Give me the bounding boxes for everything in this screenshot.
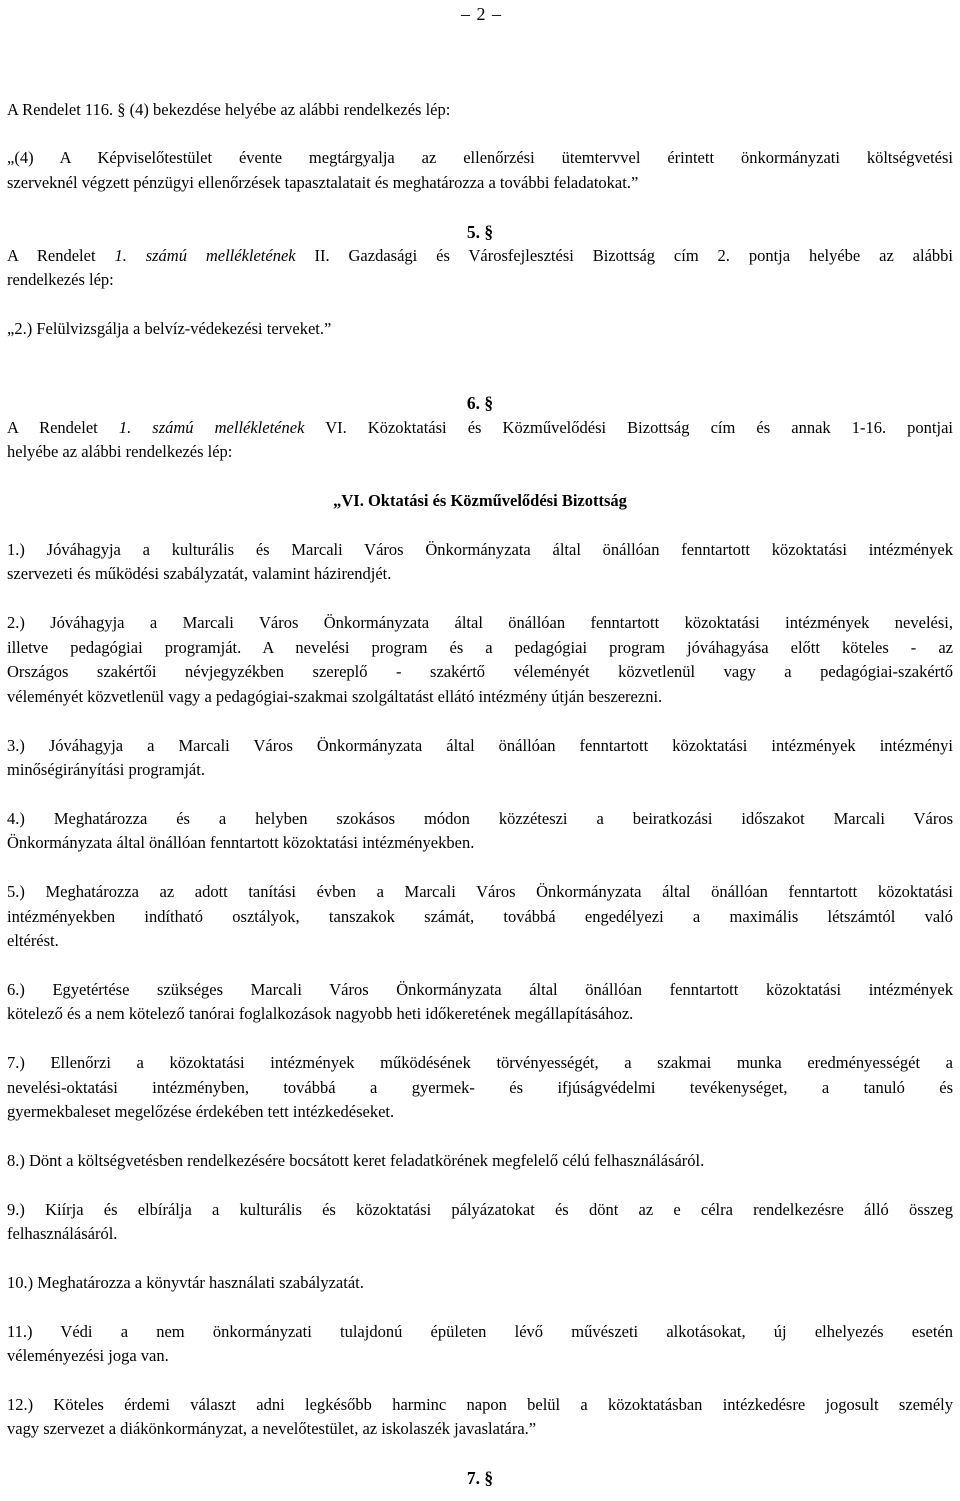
page-number: – 2 – bbox=[461, 4, 502, 24]
section-heading-5: 5. § bbox=[466, 222, 494, 242]
list-item-line: vagy szervezet a diákönkormányzat, a nevelőtestület, az iskolaszék javaslatára.” bbox=[7, 1419, 537, 1438]
list-item-line: 4.) Meghatározza és a helyben szokásos módon közzéteszi a beiratkozási időszakot Marcali Város bbox=[7, 809, 953, 828]
section6-subheading: „VI. Oktatási és Közművelődési Bizottság bbox=[333, 491, 627, 510]
list-item-line: gyermekbaleset megelőzése érdekében tett intézkedéseket. bbox=[7, 1102, 395, 1121]
list-item-line: 6.) Egyetértése szükséges Marcali Város Önkormányzata által önállóan fenntartott közoktatási intézmények bbox=[7, 980, 953, 999]
list-item-line: szervezeti és működési szabályzatát, valamint házirendjét. bbox=[7, 564, 392, 583]
section-heading-7: 7. § bbox=[466, 1468, 494, 1488]
section5-quote: „2.) Felülvizsgálja a belvíz-védekezési terveket.” bbox=[7, 319, 332, 338]
section5-text-line: A Rendelet 1. számú mellékletének II. Gazdasági és Városfejlesztési Bizottság cím 2. pontja helyébe az alábbi bbox=[7, 246, 953, 265]
list-item-line: 10.) Meghatározza a könyvtár használati szabályzatát. bbox=[7, 1273, 364, 1292]
list-item-line: Országos szakértői névjegyzékben szereplő - szakértő véleményét közvetlenül vagy a pedagógiai-szakértő bbox=[7, 662, 953, 681]
list-item-line: intézményekben indítható osztályok, tanszakok számát, továbbá engedélyezi a maximális létszámtól való bbox=[7, 907, 953, 926]
list-item-line: 3.) Jóváhagyja a Marcali Város Önkormányzata által önállóan fenntartott közoktatási intézmények intézményi bbox=[7, 736, 953, 755]
intro-paragraph: A Rendelet 116. § (4) bekezdése helyébe az alábbi rendelkezés lép: bbox=[7, 100, 451, 119]
list-item-line: 1.) Jóváhagyja a kulturális és Marcali Város Önkormányzata által önállóan fenntartott közoktatási intézmények bbox=[7, 540, 953, 559]
list-item-line: véleményezési joga van. bbox=[7, 1346, 169, 1365]
section6-text-line: helyébe az alábbi rendelkezés lép: bbox=[7, 442, 233, 461]
list-item-line: 12.) Köteles érdemi választ adni legkésőbb harminc napon belül a közoktatásban intézkedésre jogosult személy bbox=[7, 1395, 953, 1414]
intro-quote-line: szerveknél végzett pénzügyi ellenőrzések tapasztalatait és meghatározza a további feladatokat.” bbox=[7, 173, 639, 192]
list-item-line: Önkormányzata által önállóan fenntartott közoktatási intézményekben. bbox=[7, 833, 475, 852]
list-item-line: 11.) Védi a nem önkormányzati tulajdonú épületen lévő művészeti alkotásokat, új elhelyezés esetén bbox=[7, 1322, 953, 1341]
list-item-line: felhasználásáról. bbox=[7, 1224, 118, 1243]
list-item-line: illetve pedagógiai programját. A nevelési program és a pedagógiai program jóváhagyása előtt köteles - az bbox=[7, 638, 953, 657]
intro-quote-line: „(4) A Képviselőtestület évente megtárgyalja az ellenőrzési ütemtervvel érintett önkormányzati költségvetési bbox=[7, 148, 953, 167]
list-item-line: véleményét közvetlenül vagy a pedagógiai-szakmai szolgáltatást ellátó intézmény útján beszerezni. bbox=[7, 687, 663, 706]
list-item-line: 7.) Ellenőrzi a közoktatási intézmények működésének törvényességét, a szakmai munka eredményességét a bbox=[7, 1053, 953, 1072]
list-item-line: 9.) Kiírja és elbírálja a kulturális és közoktatási pályázatokat és dönt az e célra rendelkezésre álló összeg bbox=[7, 1200, 953, 1219]
list-item-line: 8.) Dönt a költségvetésben rendelkezésére bocsátott keret feladatkörének megfelelő célú felhasználásáról. bbox=[7, 1151, 705, 1170]
section5-text-line: rendelkezés lép: bbox=[7, 270, 114, 289]
list-item-line: kötelező és a nem kötelező tanórai foglalkozások nagyobb heti időkeretének megállapításához. bbox=[7, 1004, 634, 1023]
list-item-line: 2.) Jóváhagyja a Marcali Város Önkormányzata által önállóan fenntartott közoktatási intézmények nevelési, bbox=[7, 613, 953, 632]
list-item-line: eltérést. bbox=[7, 931, 59, 950]
list-item-line: nevelési-oktatási intézményben, továbbá a gyermek- és ifjúságvédelmi tevékenységet, a tanuló és bbox=[7, 1078, 953, 1097]
list-item-line: minőségirányítási programját. bbox=[7, 760, 205, 779]
list-item-line: 5.) Meghatározza az adott tanítási évben a Marcali Város Önkormányzata által önállóan fenntartott közoktatási bbox=[7, 882, 953, 901]
section6-text-line: A Rendelet 1. számú mellékletének VI. Közoktatási és Közművelődési Bizottság cím és annak 1-16. pontjai bbox=[7, 418, 954, 437]
section-heading-6: 6. § bbox=[466, 393, 494, 413]
